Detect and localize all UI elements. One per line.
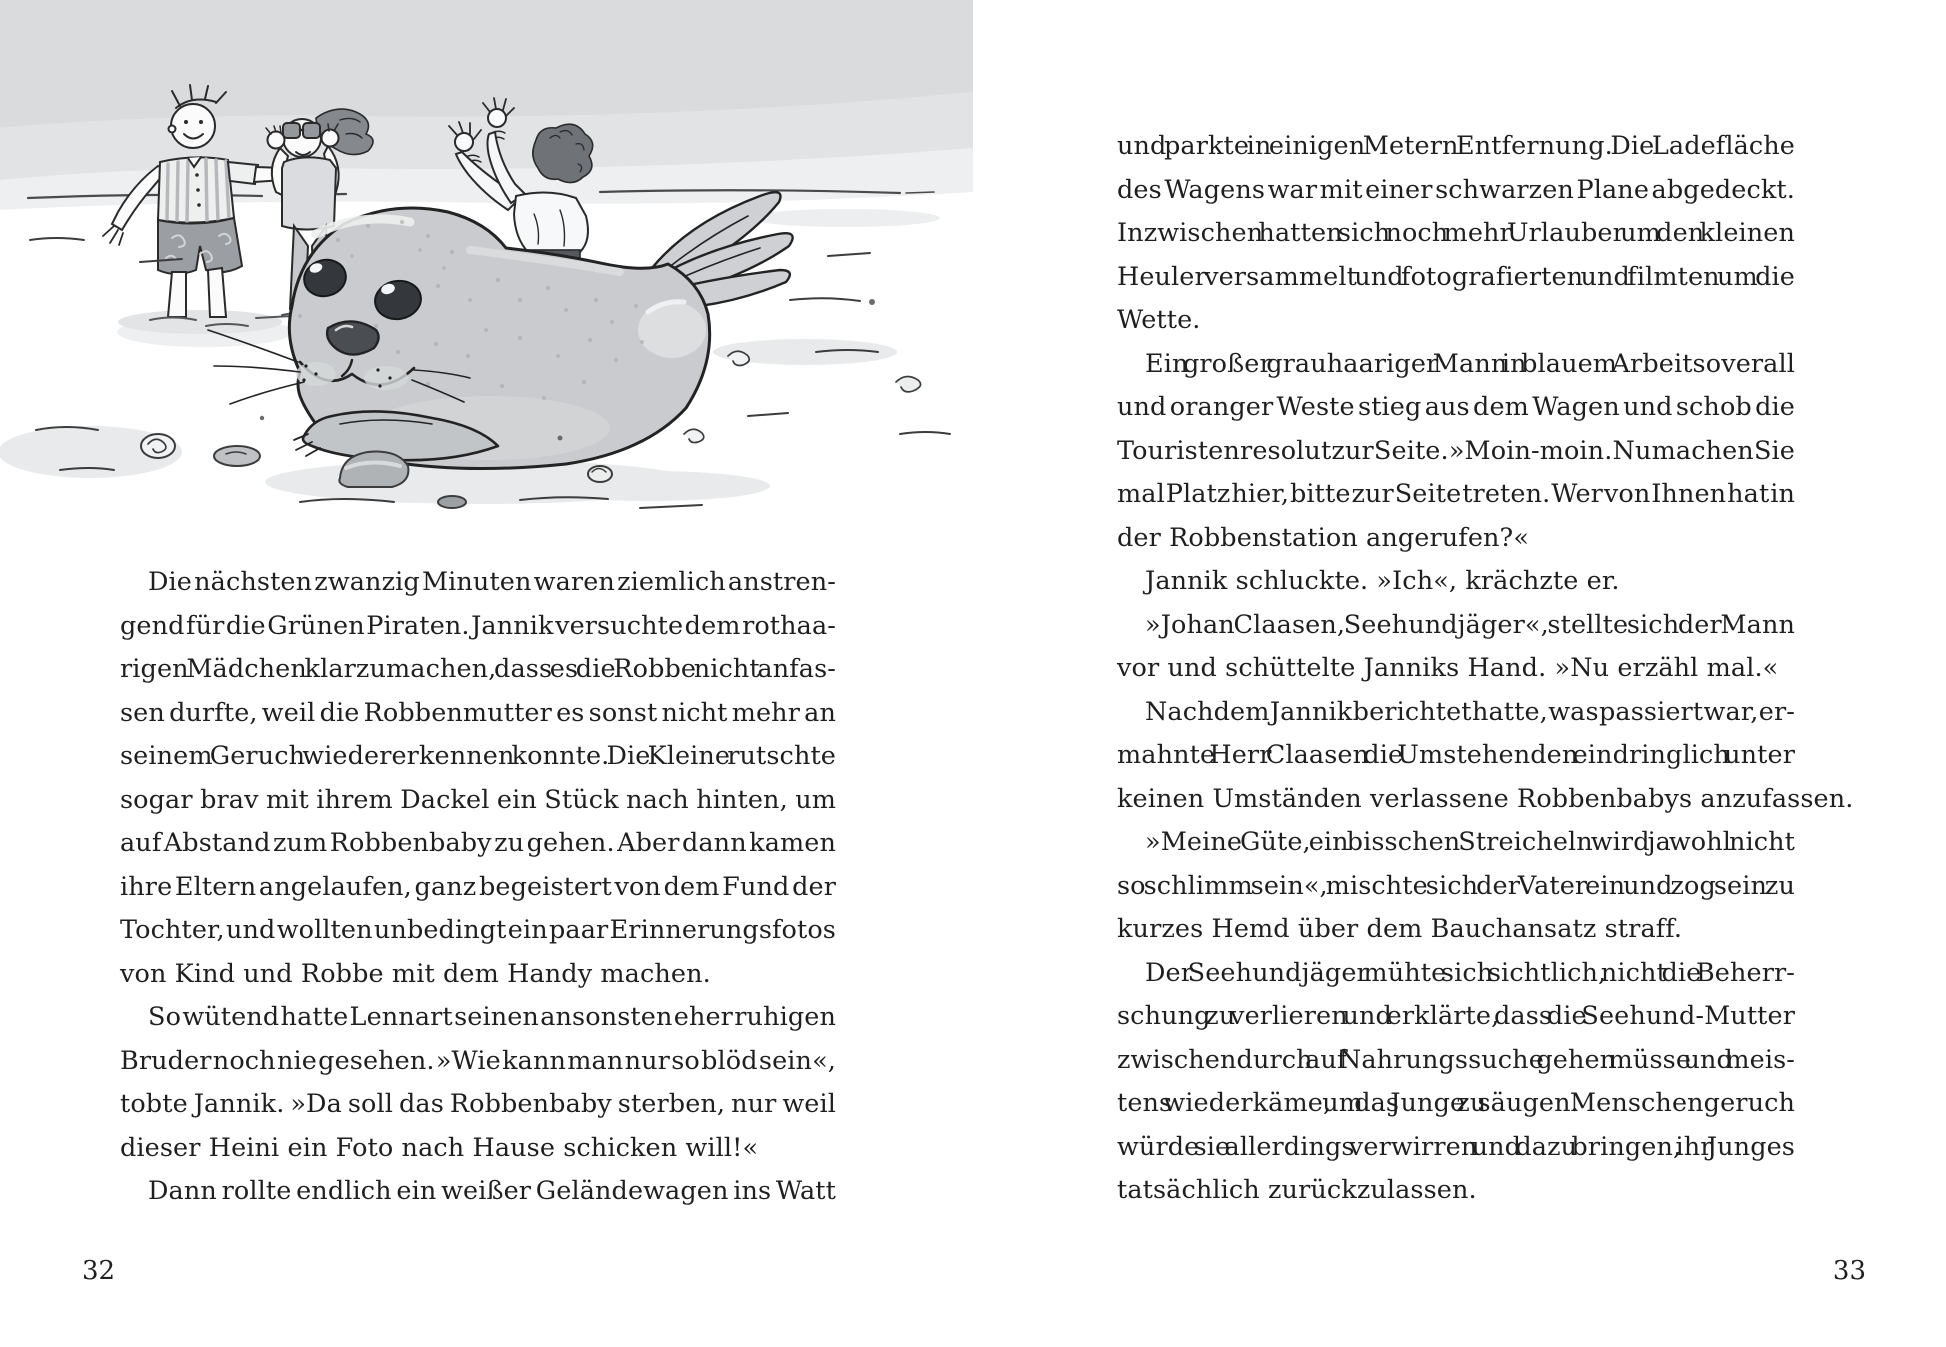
text-line: »Meine Güte, ein bisschen Streicheln wird ja wohl nicht	[1145, 827, 1795, 857]
text-line: tatsächlich zurückzulassen.	[1117, 1175, 1477, 1205]
text-line: so schlimm sein«, mischte sich der Vater ein und zog sein zu	[1117, 870, 1795, 901]
text-line: dieser Heini ein Foto nach Hause schicken will!«	[120, 1132, 759, 1163]
beach-seal-illustration	[0, 0, 973, 520]
text-line: Jannik schluckte. »Ich«, krächzte er.	[1145, 566, 1620, 596]
text-line: Wette.	[1117, 305, 1201, 335]
text-line: tens wiederkäme, um das Junge zu säugen. Menschengeruch	[1117, 1088, 1795, 1118]
text-line: des Wagens war mit einer schwarzen Plane abgedeckt.	[1117, 174, 1795, 205]
text-line: Heuler versammelt und fotografierten und filmten um die	[1117, 261, 1795, 292]
left-page-text	[120, 561, 836, 1214]
text-line: Bruder noch nie gesehen. »Wie kann man nur so blöd sein«,	[120, 1045, 836, 1076]
text-line: mal Platz hier, bitte zur Seite treten. Wer von Ihnen hat in	[1117, 479, 1795, 509]
text-line: mahnte Herr Claasen die Umstehenden eindringlich unter	[1117, 740, 1795, 770]
page-number-right: 33	[1832, 1256, 1866, 1286]
text-line: zwischendurch auf Nahrungssuche gehen müsse und meis-	[1117, 1044, 1795, 1075]
text-line: sen durfte, weil die Robbenmutter es sonst nicht mehr an	[120, 697, 836, 728]
text-line: von Kind und Robbe mit dem Handy machen.	[120, 958, 711, 989]
text-line: Inzwischen hatten sich noch mehr Urlauber um den kleinen	[1117, 218, 1795, 248]
text-line: würde sie allerdings verwirren und dazu bringen, ihr Junges	[1117, 1131, 1795, 1162]
text-line: seinem Geruch wiedererkennen konnte. Die Kleine rutschte	[120, 741, 836, 771]
text-line: rigen Mädchen klarzumachen, dass es die Robbe nicht anfas-	[120, 654, 836, 684]
text-line: und parkte in einigen Metern Entfernung. Die Ladefläche	[1117, 131, 1796, 161]
text-line: und oranger Weste stieg aus dem Wagen und schob die	[1117, 392, 1795, 422]
text-line: tobte Jannik. »Da soll das Robbenbaby sterben, nur weil	[120, 1089, 836, 1119]
right-page-text	[1117, 125, 1854, 1213]
text-line: Ein großer grauhaariger Mann in blauem Arbeitsoverall	[1145, 348, 1795, 379]
text-line: schung zu verlieren und erklärte, dass die Seehund-Mutter	[1117, 1001, 1795, 1031]
right-page	[973, 0, 1946, 1347]
page-number-left: 32	[82, 1256, 116, 1286]
text-line: So wütend hatte Lennart seinen ansonsten eher ruhigen	[148, 1002, 836, 1032]
text-line: Tochter, und wollten unbedingt ein paar Erinnerungsfotos	[120, 915, 836, 945]
text-line: der Robbenstation angerufen?«	[1117, 522, 1530, 553]
text-line: gend für die Grünen Piraten. Jannik versuchte dem rothaa-	[120, 610, 836, 641]
text-line: kurzes Hemd über dem Bauchansatz straff.	[1117, 914, 1683, 944]
text-line: Nachdem Jannik berichtet hatte, was passiert war, er-	[1145, 696, 1795, 727]
text-line: Der Seehundjäger mühte sich sichtlich, nicht die Beherr-	[1145, 957, 1795, 988]
text-line: Touristen resolut zur Seite. »Moin-moin. Nu machen Sie	[1117, 435, 1795, 466]
text-line: Die nächsten zwanzig Minuten waren ziemlich anstren-	[148, 567, 836, 597]
text-line: auf Abstand zum Robbenbaby zu gehen. Aber dann kamen	[120, 828, 836, 858]
text-line: »Johan Claasen, Seehundjäger«, stellte sich der Mann	[1145, 609, 1795, 640]
text-line: keinen Umständen verlassene Robbenbabys anzufassen.	[1117, 783, 1854, 814]
text-line: sogar brav mit ihrem Dackel ein Stück nach hinten, um	[120, 784, 836, 815]
text-line: Dann rollte endlich ein weißer Geländewagen ins Watt	[148, 1176, 836, 1206]
text-line: vor und schüttelte Janniks Hand. »Nu erzähl mal.«	[1117, 653, 1779, 683]
text-line: ihre Eltern angelaufen, ganz begeistert von dem Fund der	[120, 871, 836, 902]
